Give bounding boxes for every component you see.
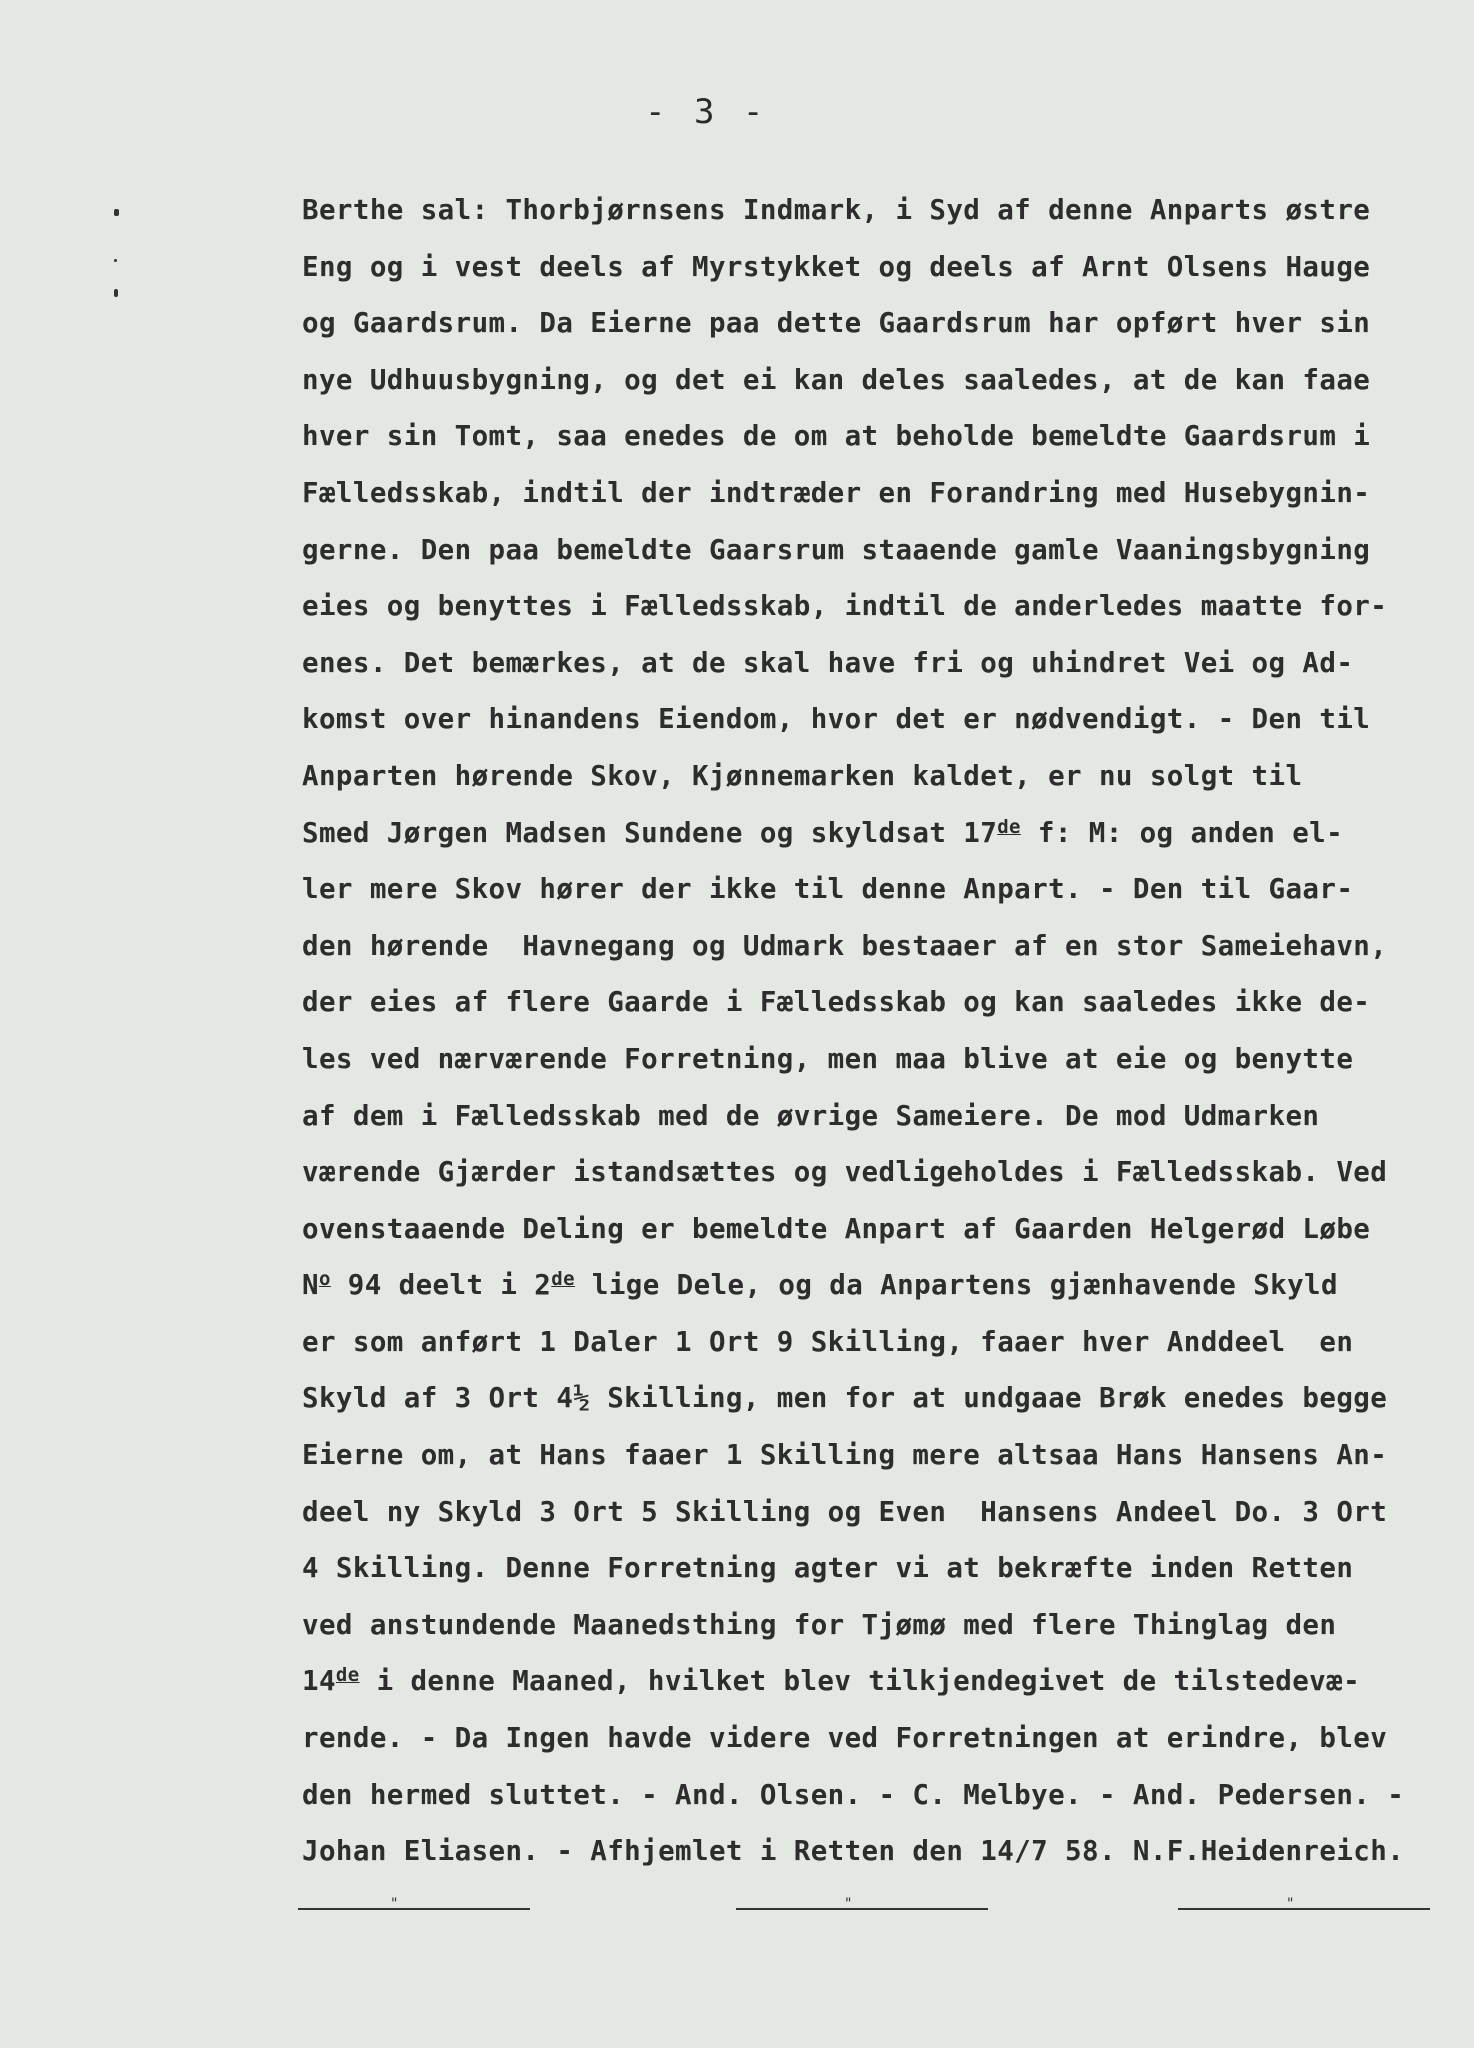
text-line (302, 748, 1432, 805)
line-text: nye Udhuusbygning, og det ei kan deles saaledes, at de kan faae (302, 363, 1371, 396)
superscript-ordinal: de (551, 1268, 575, 1291)
ditto-mark: " (844, 1896, 853, 1912)
text-line (302, 805, 1432, 862)
text-line (302, 522, 1432, 579)
line-text: hver sin Tomt, saa enedes de om at beholde bemeldte Gaardsrum i (302, 420, 1371, 453)
margin-mark (114, 259, 117, 262)
line-text: Eierne om, at Hans faaer 1 Skilling mere altsaa Hans Hansens An- (302, 1439, 1388, 1472)
closing-rule-left (298, 1898, 530, 1910)
superscript-ordinal: de (335, 1664, 360, 1687)
text-line (302, 1314, 1432, 1371)
line-text: Anparten hørende Skov, Kjønnemarken kaldet, er nu solgt til (302, 759, 1303, 792)
text-line (302, 635, 1432, 692)
line-text: eies og benyttes i Fælledsskab, indtil de anderledes maatte for- (302, 590, 1388, 623)
page-number: - 3 - (645, 92, 768, 132)
line-text: 14 (302, 1665, 336, 1698)
line-text: 94 deelt i 2 (330, 1269, 552, 1302)
text-line (302, 1540, 1432, 1597)
ditto-mark: " (1286, 1896, 1295, 1912)
text-line (302, 1710, 1432, 1767)
margin-mark (114, 209, 119, 216)
superscript-ordinal: o (318, 1268, 331, 1291)
line-text: gerne. Den paa bemeldte Gaarsrum staaende gamle Vaaningsbygning (302, 533, 1371, 566)
text-line (302, 861, 1432, 918)
line-text: Eng og i vest deels af Myrstykket og deels af Arnt Olsens Hauge (302, 250, 1371, 283)
text-line (302, 1427, 1432, 1484)
line-text: den hørende Havnegang og Udmark bestaaer af en stor Sameiehavn, (302, 929, 1388, 962)
line-text: værende Gjærder istandsættes og vedligeholdes i Fælledsskab. Ved (302, 1156, 1388, 1189)
text-line (302, 352, 1432, 409)
text-line (302, 408, 1432, 465)
text-line (302, 182, 1432, 239)
line-text: ovenstaaende Deling er bemeldte Anpart af Gaarden Helgerød Løbe (302, 1212, 1371, 1245)
line-text: og Gaardsrum. Da Eierne paa dette Gaardsrum har opført hver sin (302, 307, 1371, 340)
text-line (302, 1031, 1432, 1088)
text-line (302, 1484, 1432, 1541)
line-text: komst over hinandens Eiendom, hvor det er nødvendigt. - Den til (302, 703, 1371, 736)
ditto-mark: " (390, 1896, 399, 1912)
closing-rule-center (736, 1898, 988, 1910)
body-text (302, 182, 1432, 1880)
line-text: ved anstundende Maanedsthing for Tjømø med flere Thinglag den (302, 1608, 1337, 1641)
line-text: af dem i Fælledsskab med de øvrige Sameiere. De mod Udmarken (302, 1099, 1320, 1132)
text-line (302, 974, 1432, 1031)
text-line (302, 691, 1432, 748)
line-text: rende. - Da Ingen havde videre ved Forretningen at erindre, blev (302, 1722, 1388, 1755)
line-text: ler mere Skov hører der ikke til denne Anpart. - Den til Gaar- (302, 873, 1354, 906)
text-line (302, 1823, 1432, 1880)
text-line (302, 1370, 1432, 1427)
text-line (302, 465, 1432, 522)
text-line (302, 295, 1432, 352)
margin-marks (114, 205, 124, 305)
margin-mark (114, 289, 118, 297)
line-text: lige Dele, og da Anpartens gjænhavende Skyld (574, 1269, 1338, 1302)
line-text: den hermed sluttet. - And. Olsen. - C. Melbye. - And. Pedersen. - (302, 1778, 1405, 1811)
text-line (302, 1088, 1432, 1145)
line-text: deel ny Skyld 3 Ort 5 Skilling og Even Hansens Andeel Do. 3 Ort (302, 1495, 1388, 1528)
line-text: Fælledsskab, indtil der indtræder en Forandring med Husebygnin- (302, 476, 1371, 509)
text-line (302, 1201, 1432, 1258)
text-line (302, 1257, 1432, 1314)
text-line (302, 1653, 1432, 1710)
closing-rule-right (1178, 1898, 1430, 1910)
text-line (302, 239, 1432, 296)
line-text: i denne Maaned, hvilket blev tilkjendegivet de tilstedevæ- (359, 1665, 1361, 1698)
text-line (302, 1144, 1432, 1201)
text-line (302, 918, 1432, 975)
text-line (302, 578, 1432, 635)
line-text: Smed Jørgen Madsen Sundene og skyldsat 17 (302, 816, 998, 849)
superscript-ordinal: de (997, 815, 1021, 838)
line-text: Skyld af 3 Ort 4½ Skilling, men for at undgaae Brøk enedes begge (302, 1382, 1388, 1415)
line-text: enes. Det bemærkes, at de skal have fri og uhindret Vei og Ad- (302, 646, 1354, 679)
text-line (302, 1767, 1432, 1824)
line-text: N (302, 1269, 319, 1302)
line-text: Johan Eliasen. - Afhjemlet i Retten den 14/7 58. N.F.Heidenreich. (302, 1835, 1405, 1868)
text-line (302, 1597, 1432, 1654)
line-text: Berthe sal: Thorbjørnsens Indmark, i Syd af denne Anparts østre (302, 194, 1371, 226)
line-text: les ved nærværende Forretning, men maa blive at eie og benytte (302, 1042, 1354, 1075)
line-text: f: M: og anden el- (1020, 816, 1344, 849)
line-text: er som anført 1 Daler 1 Ort 9 Skilling, faaer hver Anddeel en (302, 1325, 1354, 1358)
line-text: der eies af flere Gaarde i Fælledsskab og kan saaledes ikke de- (302, 986, 1371, 1019)
line-text: 4 Skilling. Denne Forretning agter vi at bekræfte inden Retten (302, 1552, 1354, 1585)
